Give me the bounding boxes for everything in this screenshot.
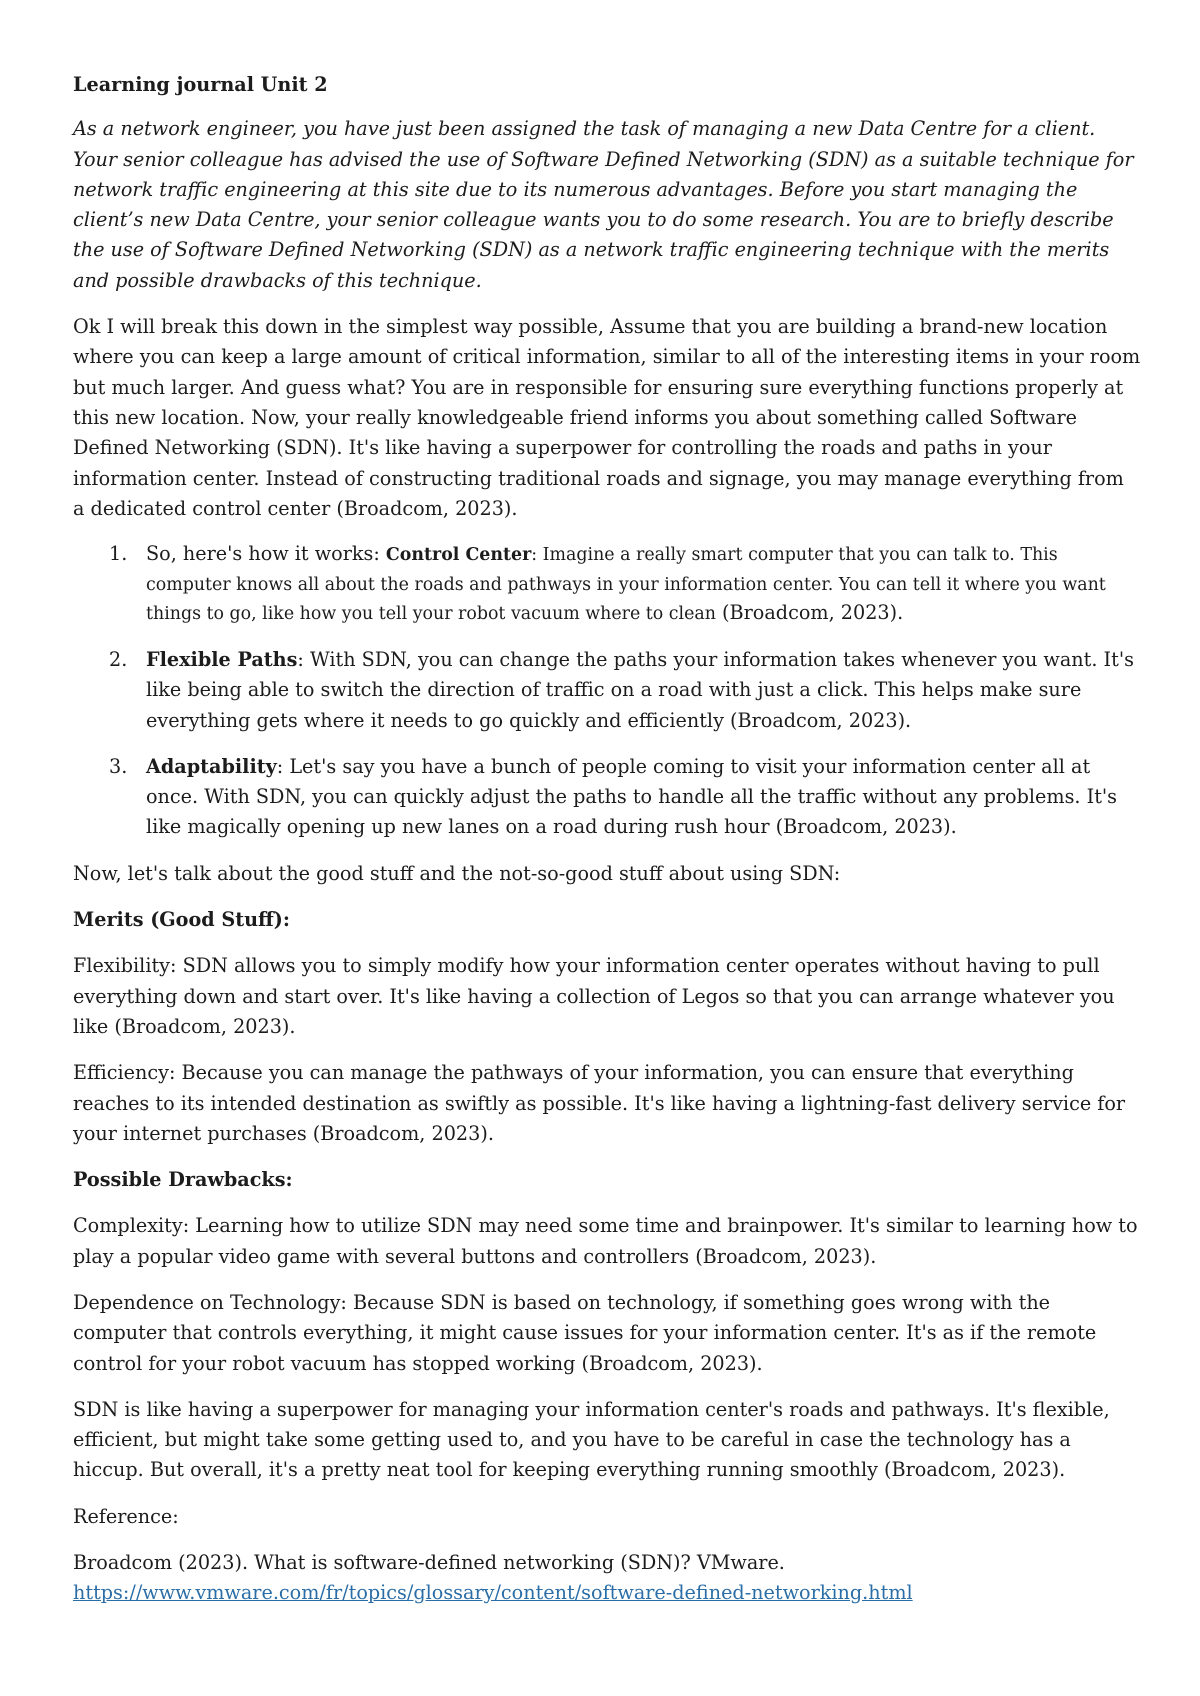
reference-text: Broadcom (2023). What is software-defined networking (SDN)? VMware.	[73, 1551, 785, 1575]
list-item	[73, 752, 1141, 843]
reference-label: Reference:	[73, 1504, 179, 1528]
merit-paragraph: Efficiency: Because you can manage the pathways of your information, you can ensure that everything reaches to its intended destination as swiftly as possible. It's like having a lightning-fast delivery service for your internet purchases (Broadcom, 2023).	[73, 1061, 1126, 1145]
list-number: 3.	[109, 754, 128, 778]
reference-entry	[73, 1548, 1141, 1609]
drawbacks-heading: Possible Drawbacks:	[73, 1168, 293, 1192]
transition-paragraph: Now, let's talk about the good stuff and the not-so-good stuff about using SDN:	[73, 861, 841, 885]
document-page	[73, 70, 1141, 1625]
step-text: : With SDN, you can change the paths your information takes whenever you want. It's like being able to switch the direction of traffic on a road with just a click. This helps make sure everything gets where it needs to go quickly and efficiently (Broadcom, 2023).	[146, 647, 1134, 732]
step-text: : Imagine a really smart computer that you can talk to. This computer knows all about the roads and pathways in your information center. You can tell it where you want things to go, like how you tell your robot vacuum where to clean	[146, 545, 1106, 625]
document-title: Learning journal Unit 2	[73, 73, 328, 96]
drawback-paragraph: Complexity: Learning how to utilize SDN may need some time and brainpower. It's similar to learning how to play a popular video game with several buttons and controllers (Broadcom, 2023).	[73, 1214, 1138, 1268]
list-item	[73, 645, 1141, 736]
merit-paragraph: Flexibility: SDN allows you to simply modify how your information center operates without having to pull everything down and start over. It's like having a collection of Legos so that you can arrange whatever you like (Broadcom, 2023).	[73, 954, 1115, 1038]
steps-list	[73, 540, 1141, 843]
list-number: 1.	[109, 542, 128, 566]
step-citation: (Broadcom, 2023).	[715, 601, 904, 625]
list-item	[73, 540, 1141, 629]
step-term: Control Center	[385, 545, 532, 566]
step-lead: So, here's how it works:	[146, 542, 386, 566]
merits-heading: Merits (Good Stuff):	[73, 908, 290, 932]
conclusion-paragraph: SDN is like having a superpower for managing your information center's roads and pathways. It's flexible, efficient, but might take some getting used to, and you have to be careful in case the technology has a hiccup. But overall, it's a pretty neat tool for keeping everything running smoothly (Broadcom, 2023).	[73, 1397, 1110, 1482]
drawback-paragraph: Dependence on Technology: Because SDN is based on technology, if something goes wrong with the computer that controls everything, it might cause issues for your information center. It's as if the remote control for your robot vacuum has stopped working (Broadcom, 2023).	[73, 1290, 1097, 1375]
list-number: 2.	[109, 647, 128, 671]
step-term: Adaptability	[146, 754, 277, 778]
intro-paragraph: Ok I will break this down in the simplest way possible, Assume that you are building a brand-new location where you can keep a large amount of critical information, similar to all of the interesting items in your room but much larger. And guess what? You are in responsible for ensuring sure everything functions properly at this new location. Now, your really knowledgeable friend informs you about something called Software Defined Networking (SDN). It's like having a superpower for controlling the roads and paths in your information center. Instead of constructing traditional roads and signage, you may manage everything from a dedicated control center (Broadcom, 2023).	[73, 315, 1141, 520]
step-text: : Let's say you have a bunch of people coming to visit your information center all at once. With SDN, you can quickly adjust the paths to handle all the traffic without any problems. It's like magically opening up new lanes on a road during rush hour (Broadcom, 2023).	[146, 754, 1118, 839]
step-term: Flexible Paths	[146, 647, 298, 671]
reference-link[interactable]: https://www.vmware.com/fr/topics/glossary/content/software-defined-networking.html	[73, 1581, 913, 1605]
assignment-prompt: As a network engineer, you have just been assigned the task of managing a new Data Centre for a client. Your senior colleague has advised the use of Software Defined Networking (SDN) as a suitable technique for network traffic engineering at this site due to its numerous advantages. Before you start managing the client’s new Data Centre, your senior colleague wants you to do some research. You are to briefly describe the use of Software Defined Networking (SDN) as a network traffic engineering technique with the merits and possible drawbacks of this technique.	[73, 117, 1134, 292]
